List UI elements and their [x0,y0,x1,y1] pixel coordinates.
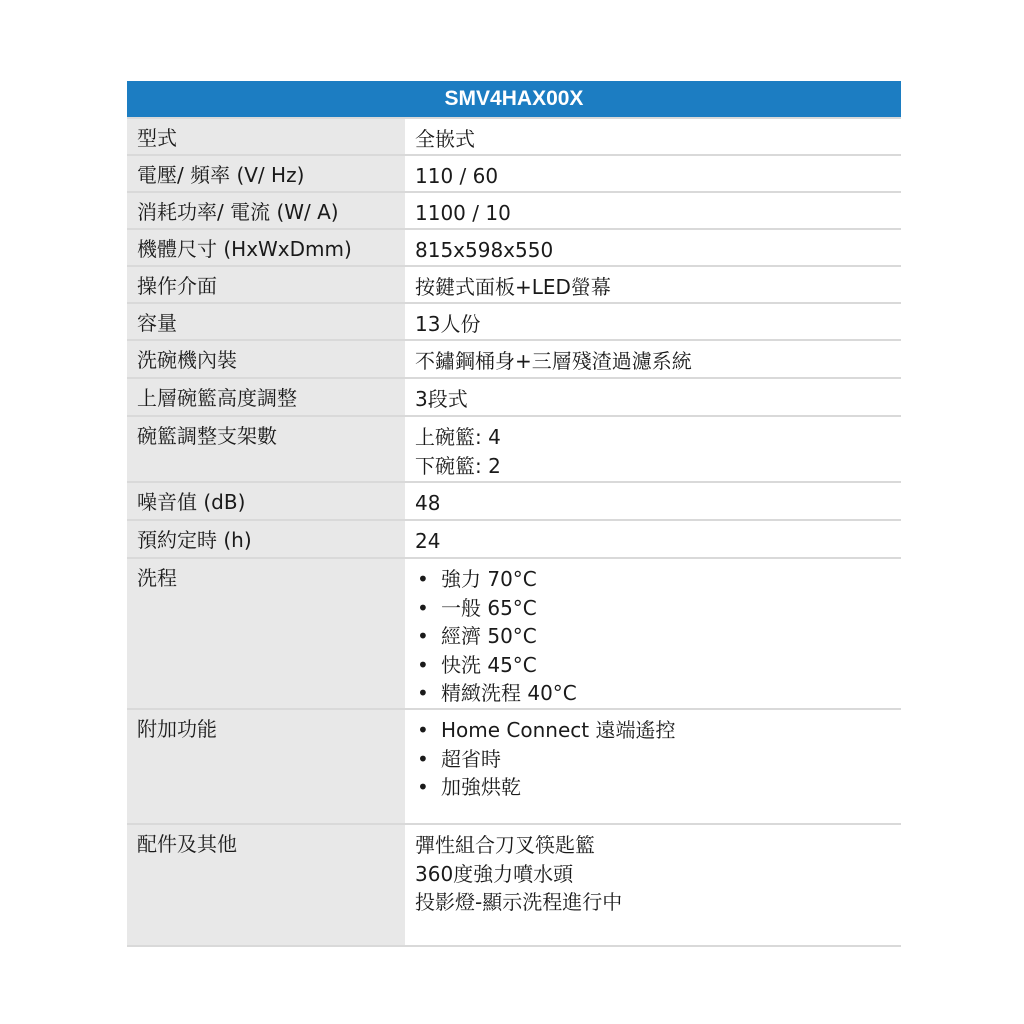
spec-value [405,825,901,945]
spec-label: 電壓/ 頻率 (V/ Hz) [127,156,405,191]
spec-label: 容量 [127,304,405,339]
spec-row-dimensions [127,228,901,265]
spec-row-accessories [127,823,901,945]
spec-value: 110 / 60 [405,156,901,191]
spec-value: 全嵌式 [405,119,901,154]
bullet-icon: • [417,718,429,742]
spec-row-rack-supports [127,415,901,481]
spec-row-capacity [127,302,901,339]
spec-value: 按鍵式面板+LED螢幕 [405,267,901,302]
spec-label: 洗程 [127,559,405,708]
list-item [415,745,901,774]
program-list [415,565,901,708]
spec-label: 洗碗機內裝 [127,341,405,377]
spec-label: 操作介面 [127,267,405,302]
value-line: 360度強力噴水頭 [415,861,574,886]
list-item-text: 精緻洗程 40°C [441,681,577,705]
spec-row-power [127,191,901,228]
value-line: 投影燈-顯示洗程進行中 [415,890,623,914]
spec-value: 13人份 [405,304,901,339]
spec-value [405,417,901,481]
bullet-icon: • [417,746,429,771]
bullet-icon: • [417,681,429,705]
bullet-icon: • [417,595,429,620]
bullet-icon: • [417,652,429,677]
spec-row-rack-height [127,377,901,415]
spec-label: 附加功能 [127,710,405,823]
spec-value: 不鏽鋼桶身+三層殘渣過濾系統 [405,341,901,377]
spec-value: 48 [405,483,901,519]
list-item [415,594,901,623]
list-item [415,773,901,802]
list-item [415,679,901,708]
list-item-text: 快洗 45°C [441,652,537,677]
spec-label: 機體尺寸 (HxWxDmm) [127,230,405,265]
list-item-text: 經濟 50°C [441,624,537,648]
list-item [415,622,901,651]
spec-label: 配件及其他 [127,825,405,945]
model-header: SMV4HAX00X [127,81,901,117]
list-item [415,716,901,745]
value-line: 彈性組合刀叉筷匙籃 [415,833,595,857]
spec-value [405,559,901,708]
spec-row-programs [127,557,901,708]
spec-row-type [127,117,901,154]
list-item [415,651,901,680]
spec-row-noise [127,481,901,519]
spec-row-voltage [127,154,901,191]
spec-row-extra-functions [127,708,901,823]
spec-label: 型式 [127,119,405,154]
list-item-text: 強力 70°C [441,567,537,591]
spec-label: 消耗功率/ 電流 (W/ A) [127,193,405,228]
bullet-icon: • [417,775,429,799]
bullet-icon: • [417,624,429,648]
bullet-icon: • [417,567,429,591]
spec-label: 碗籃調整支架數 [127,417,405,481]
spec-label: 預約定時 (h) [127,521,405,557]
list-item-text: 一般 65°C [441,595,537,620]
spec-value: 3段式 [405,379,901,415]
value-line: 上碗籃: 4 [415,425,501,449]
spec-value: 24 [405,521,901,557]
list-item [415,565,901,594]
list-item-text: Home Connect 遠端遙控 [441,718,676,742]
list-item-text: 加強烘乾 [441,775,521,799]
spec-label: 上層碗籃高度調整 [127,379,405,415]
spec-label: 噪音值 (dB) [127,483,405,519]
spec-row-interface [127,265,901,302]
spec-row-interior [127,339,901,377]
spec-value: 815x598x550 [405,230,901,265]
spec-value [405,710,901,823]
spec-value: 1100 / 10 [405,193,901,228]
function-list [415,716,901,802]
list-item-text: 超省時 [441,746,501,771]
spec-table [127,81,901,947]
value-line: 下碗籃: 2 [415,453,501,478]
spec-row-timer [127,519,901,557]
